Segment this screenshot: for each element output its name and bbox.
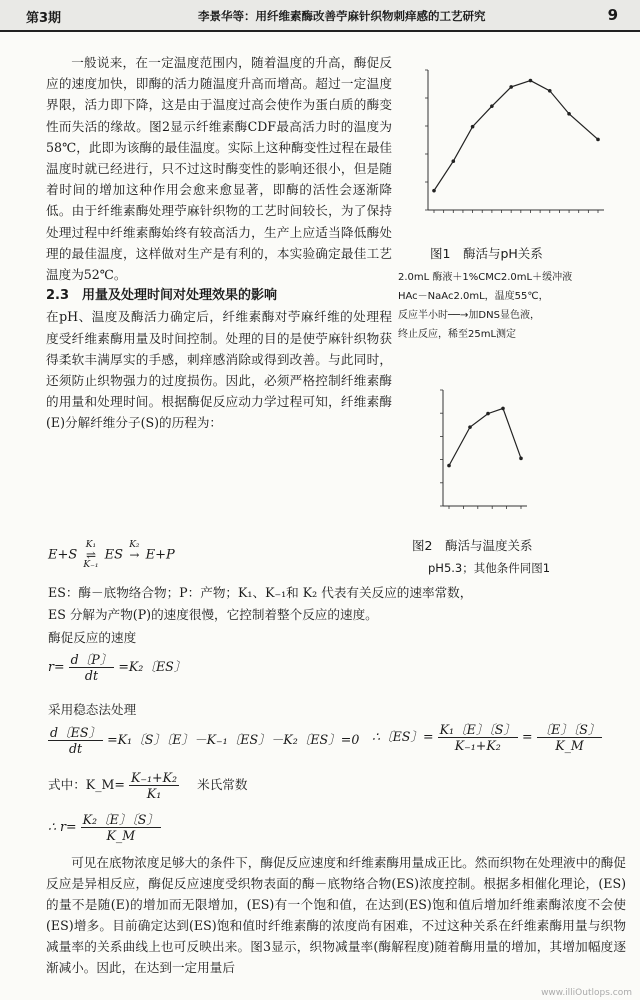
final-lhs: ∴ r= <box>48 819 77 834</box>
rate-constant-k-1: K₋₁ <box>83 560 99 570</box>
es-denominator-2: K_M <box>555 738 584 753</box>
es-numerator: K₁〔E〕〔S〕 <box>439 722 516 737</box>
definitions-line-1: ES：酶－底物络合物；P：产物；K₁、K₋₁和 K₂ 代表有关反应的速率常数， <box>48 585 473 600</box>
es-equation <box>372 722 602 753</box>
figure-1-note-line: 反应半小时──→加DNS显色液， <box>398 310 540 321</box>
figure-1-note-line: 终止反应，稀至25mL测定 <box>398 329 517 340</box>
final-numerator: K₂〔E〕〔S〕 <box>82 812 159 827</box>
data-point <box>468 425 472 429</box>
bottom-paragraph-block <box>46 852 626 978</box>
ss-rhs: =K₁〔S〕〔E〕－K₋₁〔ES〕－K₂〔ES〕=0 <box>107 732 360 747</box>
figure-1-note-line: HAc－NaAc2.0mL，温度55℃， <box>398 291 549 302</box>
data-point <box>490 104 494 108</box>
ss-numerator: d〔ES〕 <box>50 725 102 740</box>
rate-rhs: =K₂〔ES〕 <box>118 659 187 674</box>
section-heading: 2.3 用量及处理时间对处理效果的影响 <box>46 288 278 304</box>
data-point <box>451 159 455 163</box>
rate-label: 酶促反应的速度 <box>48 630 137 645</box>
data-point <box>471 125 475 129</box>
km-name: 米氏常数 <box>197 777 248 792</box>
es-equals: = <box>521 729 533 744</box>
rate-constant-k2: K₂ <box>129 540 140 550</box>
figure-2-svg <box>425 374 555 524</box>
es-lhs: ∴〔ES〕= <box>372 729 434 744</box>
figure-2-note: pH5.3；其他条件同图1 <box>428 561 551 575</box>
figure-1-caption: 图1 酶活与pH关系 <box>430 246 543 261</box>
data-point <box>486 412 490 416</box>
running-title: 李景华等：用纤维素酶改善苧麻针织物刺痒感的工艺研究 <box>198 9 486 23</box>
data-point <box>596 138 600 142</box>
watermark: www.illiOutlops.com <box>541 988 632 998</box>
data-point <box>548 89 552 93</box>
rate-lhs: r= <box>48 659 65 674</box>
steady-state-equation <box>48 725 359 756</box>
km-denominator: K₁ <box>146 786 162 801</box>
bottom-paragraph: 可见在底物浓度足够大的条件下，酶促反应速度和纤维素酶用量成正比。然而织物在处理液中的酶促反应是异相反应，酶促反应速度受织物表面的酶－底物络合物(ES)浓度控制。根据多相催化理论，(ES)的量不是随(E)的增加而无限增加，(ES)有一个饱和值，在达到(ES)饱和值后增加纤维素酶浓度不会使(ES)增多。目前确定达到(ES)饱和值时纤维素酶的浓度尚有困难，不过这种关系在纤维素酶用量与织物减量率的关系曲线上也可反映出来。图3显示，织物减量率(酶解程度)随着酶用量的增加，其增加幅度逐渐减小。因此，在达到一定用量后 <box>46 855 626 975</box>
page-number: 9 <box>607 6 618 24</box>
page-header <box>0 0 640 32</box>
data-point <box>447 464 451 468</box>
km-label: 式中：K_M= <box>48 777 125 792</box>
left-column <box>46 52 392 434</box>
final-rate-equation <box>48 812 161 843</box>
es-numerator-2: 〔E〕〔S〕 <box>538 722 601 737</box>
ss-denominator: dt <box>68 741 83 756</box>
data-point <box>432 189 436 193</box>
rate-equation <box>48 652 186 683</box>
paragraph-temperature: 一般说来，在一定温度范围内，随着温度的升高，酶促反应的速度加快，即酶的活力随温度升高而增高。超过一定温度界限，活力即下降，这是由于温度过高会使作为蛋白质的酶变性而失活的缘故。图2显示纤维素酶CDF最高活力时的温度为58℃，此即为该酶的最佳温度。实际上这种酶变性过程在最佳温度时就已经进行，只不过这时酶变性的影响还很小，但是随着时间的增加这种作用会愈来愈显著，即酶的活性会逐渐降低。由于纤维素酶处理苧麻针织物的工艺时间较长，为了保持处理过程中纤维素酶始终有较高活力，生产上应适当降低酶处理的最佳温度，这样做对生产是有利的，本实验确定最佳工艺温度为52℃。 <box>46 55 392 283</box>
figure-1-note <box>398 268 634 344</box>
rate-numerator: d〔P〕 <box>70 652 113 667</box>
steady-state-label: 采用稳态法处理 <box>48 702 137 717</box>
figure-1-svg <box>412 56 612 231</box>
figure-2-chart <box>425 374 555 524</box>
es-denominator: K₋₁+K₂ <box>454 738 501 753</box>
data-point <box>501 407 505 411</box>
data-point <box>529 79 533 83</box>
rate-denominator: dt <box>84 668 99 683</box>
data-point <box>567 112 571 116</box>
figure-1-chart <box>412 56 612 231</box>
series-line <box>434 81 598 191</box>
reaction-scheme: E+S K₁ ⇌ K₋₁ ES K₂ → E+P <box>48 540 175 570</box>
data-point <box>519 457 523 461</box>
rate-constant-k1: K₁ <box>85 540 97 550</box>
figure-2-caption: 图2 酶活与温度关系 <box>412 538 533 553</box>
final-denominator: K_M <box>106 828 136 843</box>
km-numerator: K₋₁+K₂ <box>130 770 178 785</box>
issue-number: 第3期 <box>26 11 62 26</box>
definitions-line-2: ES 分解为产物(P)的速度很慢，它控制着整个反应的速度。 <box>48 607 378 622</box>
figure-1-note-line: 2.0mL 酶液＋1%CMC2.0mL＋缓冲液 <box>398 272 573 283</box>
km-definition <box>48 770 247 801</box>
data-point <box>509 85 513 89</box>
series-line <box>449 408 521 465</box>
paragraph-dosage: 在pH、温度及酶活力确定后，纤维素酶对苧麻纤维的处理程度受纤维素酶用量及时间控制。处理的目的是使苧麻针织物获得柔软丰满厚实的手感，刺痒感消除或得到改善。与此同时，还须防止织物强力的过度损伤。因此，必须严格控制纤维素酶的用量和处理时间。根据酶促反应动力学过程可知，纤维素酶(E)分解纤维分子(S)的历程为： <box>46 309 392 431</box>
